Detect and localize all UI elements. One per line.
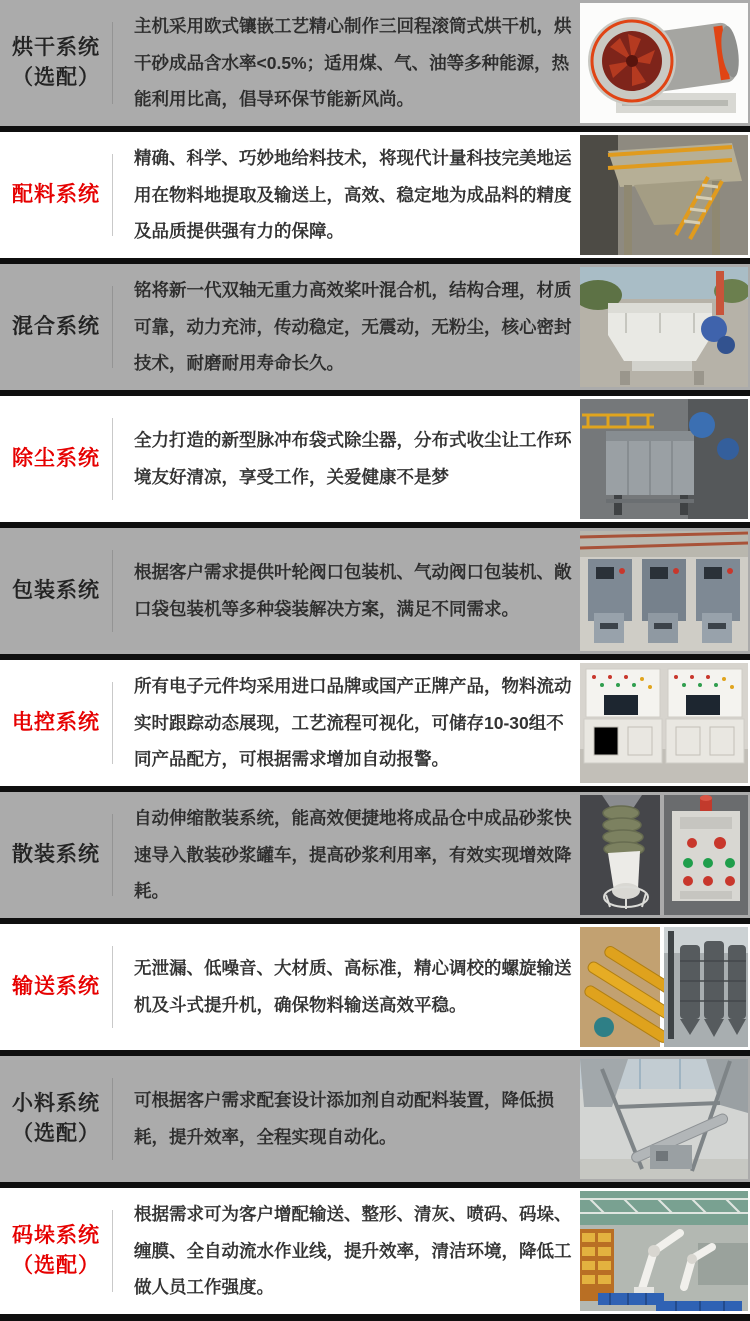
system-name-suffix: （选配） — [12, 66, 100, 89]
dust-removal-system-photo — [580, 399, 748, 519]
system-name — [0, 708, 112, 738]
palletizing-system-photo — [580, 1191, 748, 1311]
system-row-drying — [0, 0, 750, 126]
system-label-column — [0, 1089, 112, 1150]
system-label-column — [0, 840, 112, 870]
batching-plant-illustration — [580, 135, 748, 255]
system-description: 铭将新一代双轴无重力高效桨叶混合机，结构合理，材质可靠，动力充沛，传动稳定，无震动，无粉尘，核心密封技术，耐磨耐用寿命长久。 — [134, 279, 572, 374]
system-row-additive — [0, 1056, 750, 1182]
additive-system-photo — [580, 1059, 748, 1179]
system-name — [0, 444, 112, 474]
system-name — [0, 180, 112, 210]
system-label-column — [0, 972, 112, 1002]
valve-bag-packers-illustration — [580, 531, 748, 651]
system-description: 全力打造的新型脉冲布袋式除尘器，分布式收尘让工作环境友好清凉，享受工作，关爱健康不是梦 — [134, 430, 572, 487]
system-name — [0, 576, 112, 606]
system-name-main: 散装系统 — [12, 842, 100, 866]
system-label-column — [0, 576, 112, 606]
separator-bar — [0, 1314, 750, 1321]
system-row-dust-removal — [0, 396, 750, 522]
system-row-batching — [0, 132, 750, 258]
system-name-suffix: （选配） — [12, 1254, 100, 1277]
system-name — [0, 33, 112, 94]
system-row-palletizing — [0, 1188, 750, 1314]
system-row-mixing — [0, 264, 750, 390]
batching-system-photo — [580, 135, 748, 255]
system-name-main: 电控系统 — [12, 710, 100, 734]
palletizing-robots-illustration — [580, 1191, 748, 1311]
system-row-conveying — [0, 924, 750, 1050]
system-name-main: 除尘系统 — [12, 446, 100, 470]
system-description: 根据客户需求提供叶轮阀口包装机、气动阀口包装机、敞口袋包装机等多种袋装解决方案，满足不同需求。 — [134, 562, 572, 619]
system-description: 自动伸缩散装系统，能高效便捷地将成品仓中成品砂浆快速导入散装砂浆罐车，提高砂浆利用率，有效实现增效降耗。 — [134, 807, 572, 902]
additive-dosing-device-illustration — [580, 1059, 748, 1179]
system-name-main: 包装系统 — [12, 578, 100, 602]
system-label-column — [0, 33, 112, 94]
system-description: 可根据客户需求配套设计添加剂自动配料装置，降低损耗，提升效率，全程实现自动化。 — [134, 1090, 554, 1147]
system-description: 根据需求可为客户增配输送、整形、清灰、喷码、码垛、缠膜、全自动流水作业线，提升效率，清洁环境，降低工做人员工作强度。 — [134, 1203, 572, 1298]
rotary-drum-dryer-illustration — [580, 3, 748, 123]
system-label-column — [0, 1221, 112, 1282]
system-name-main: 码垛系统 — [12, 1223, 100, 1247]
system-name — [0, 1221, 112, 1282]
mixing-system-photo — [580, 267, 748, 387]
system-label-column — [0, 180, 112, 210]
packing-system-photo — [580, 531, 748, 651]
conveying-system-photo — [580, 927, 748, 1047]
system-row-packing — [0, 528, 750, 654]
system-name-main: 小料系统 — [12, 1091, 100, 1115]
system-label-column — [0, 312, 112, 342]
system-description: 主机采用欧式镶嵌工艺精心制作三回程滚筒式烘干机，烘干砂成品含水率<0.5%；适用煤、气、油等多种能源，热能利用比高，倡导环保节能新风尚。 — [134, 15, 572, 110]
telescopic-chute-and-control-box-illustration — [580, 795, 748, 915]
system-name — [0, 312, 112, 342]
system-name-main: 烘干系统 — [12, 35, 100, 59]
electric-control-system-photo — [580, 663, 748, 783]
control-console-illustration — [580, 663, 748, 783]
bulk-loading-system-photo — [580, 795, 748, 915]
drying-system-photo — [580, 3, 748, 123]
system-name-main: 混合系统 — [12, 314, 100, 338]
system-label-column — [0, 444, 112, 474]
system-label-column — [0, 708, 112, 738]
system-description: 无泄漏、低噪音、大材质、高标准，精心调校的螺旋输送机及斗式提升机，确保物料输送高效平稳。 — [134, 958, 572, 1015]
system-name-suffix: （选配） — [12, 1122, 100, 1145]
system-name — [0, 972, 112, 1002]
system-description: 精确、科学、巧妙地给料技术，将现代计量科技完美地运用在物料地提取及输送上，高效、稳定地为成品料的精度及品质提供强有力的保障。 — [134, 147, 572, 242]
bag-dust-collector-illustration — [580, 399, 748, 519]
system-name-main: 配料系统 — [12, 182, 100, 206]
twin-shaft-mixer-illustration — [580, 267, 748, 387]
system-name — [0, 840, 112, 870]
system-name-main: 输送系统 — [12, 974, 100, 998]
system-row-bulk-loading — [0, 792, 750, 918]
system-description: 所有电子元件均采用进口品牌或国产正牌产品，物料流动实时跟踪动态展现，工艺流程可视化，可储存10-30组不同产品配方，可根据需求增加自动报警。 — [134, 675, 572, 770]
screw-conveyors-and-silos-illustration — [580, 927, 748, 1047]
system-name — [0, 1089, 112, 1150]
system-row-electric-control — [0, 660, 750, 786]
